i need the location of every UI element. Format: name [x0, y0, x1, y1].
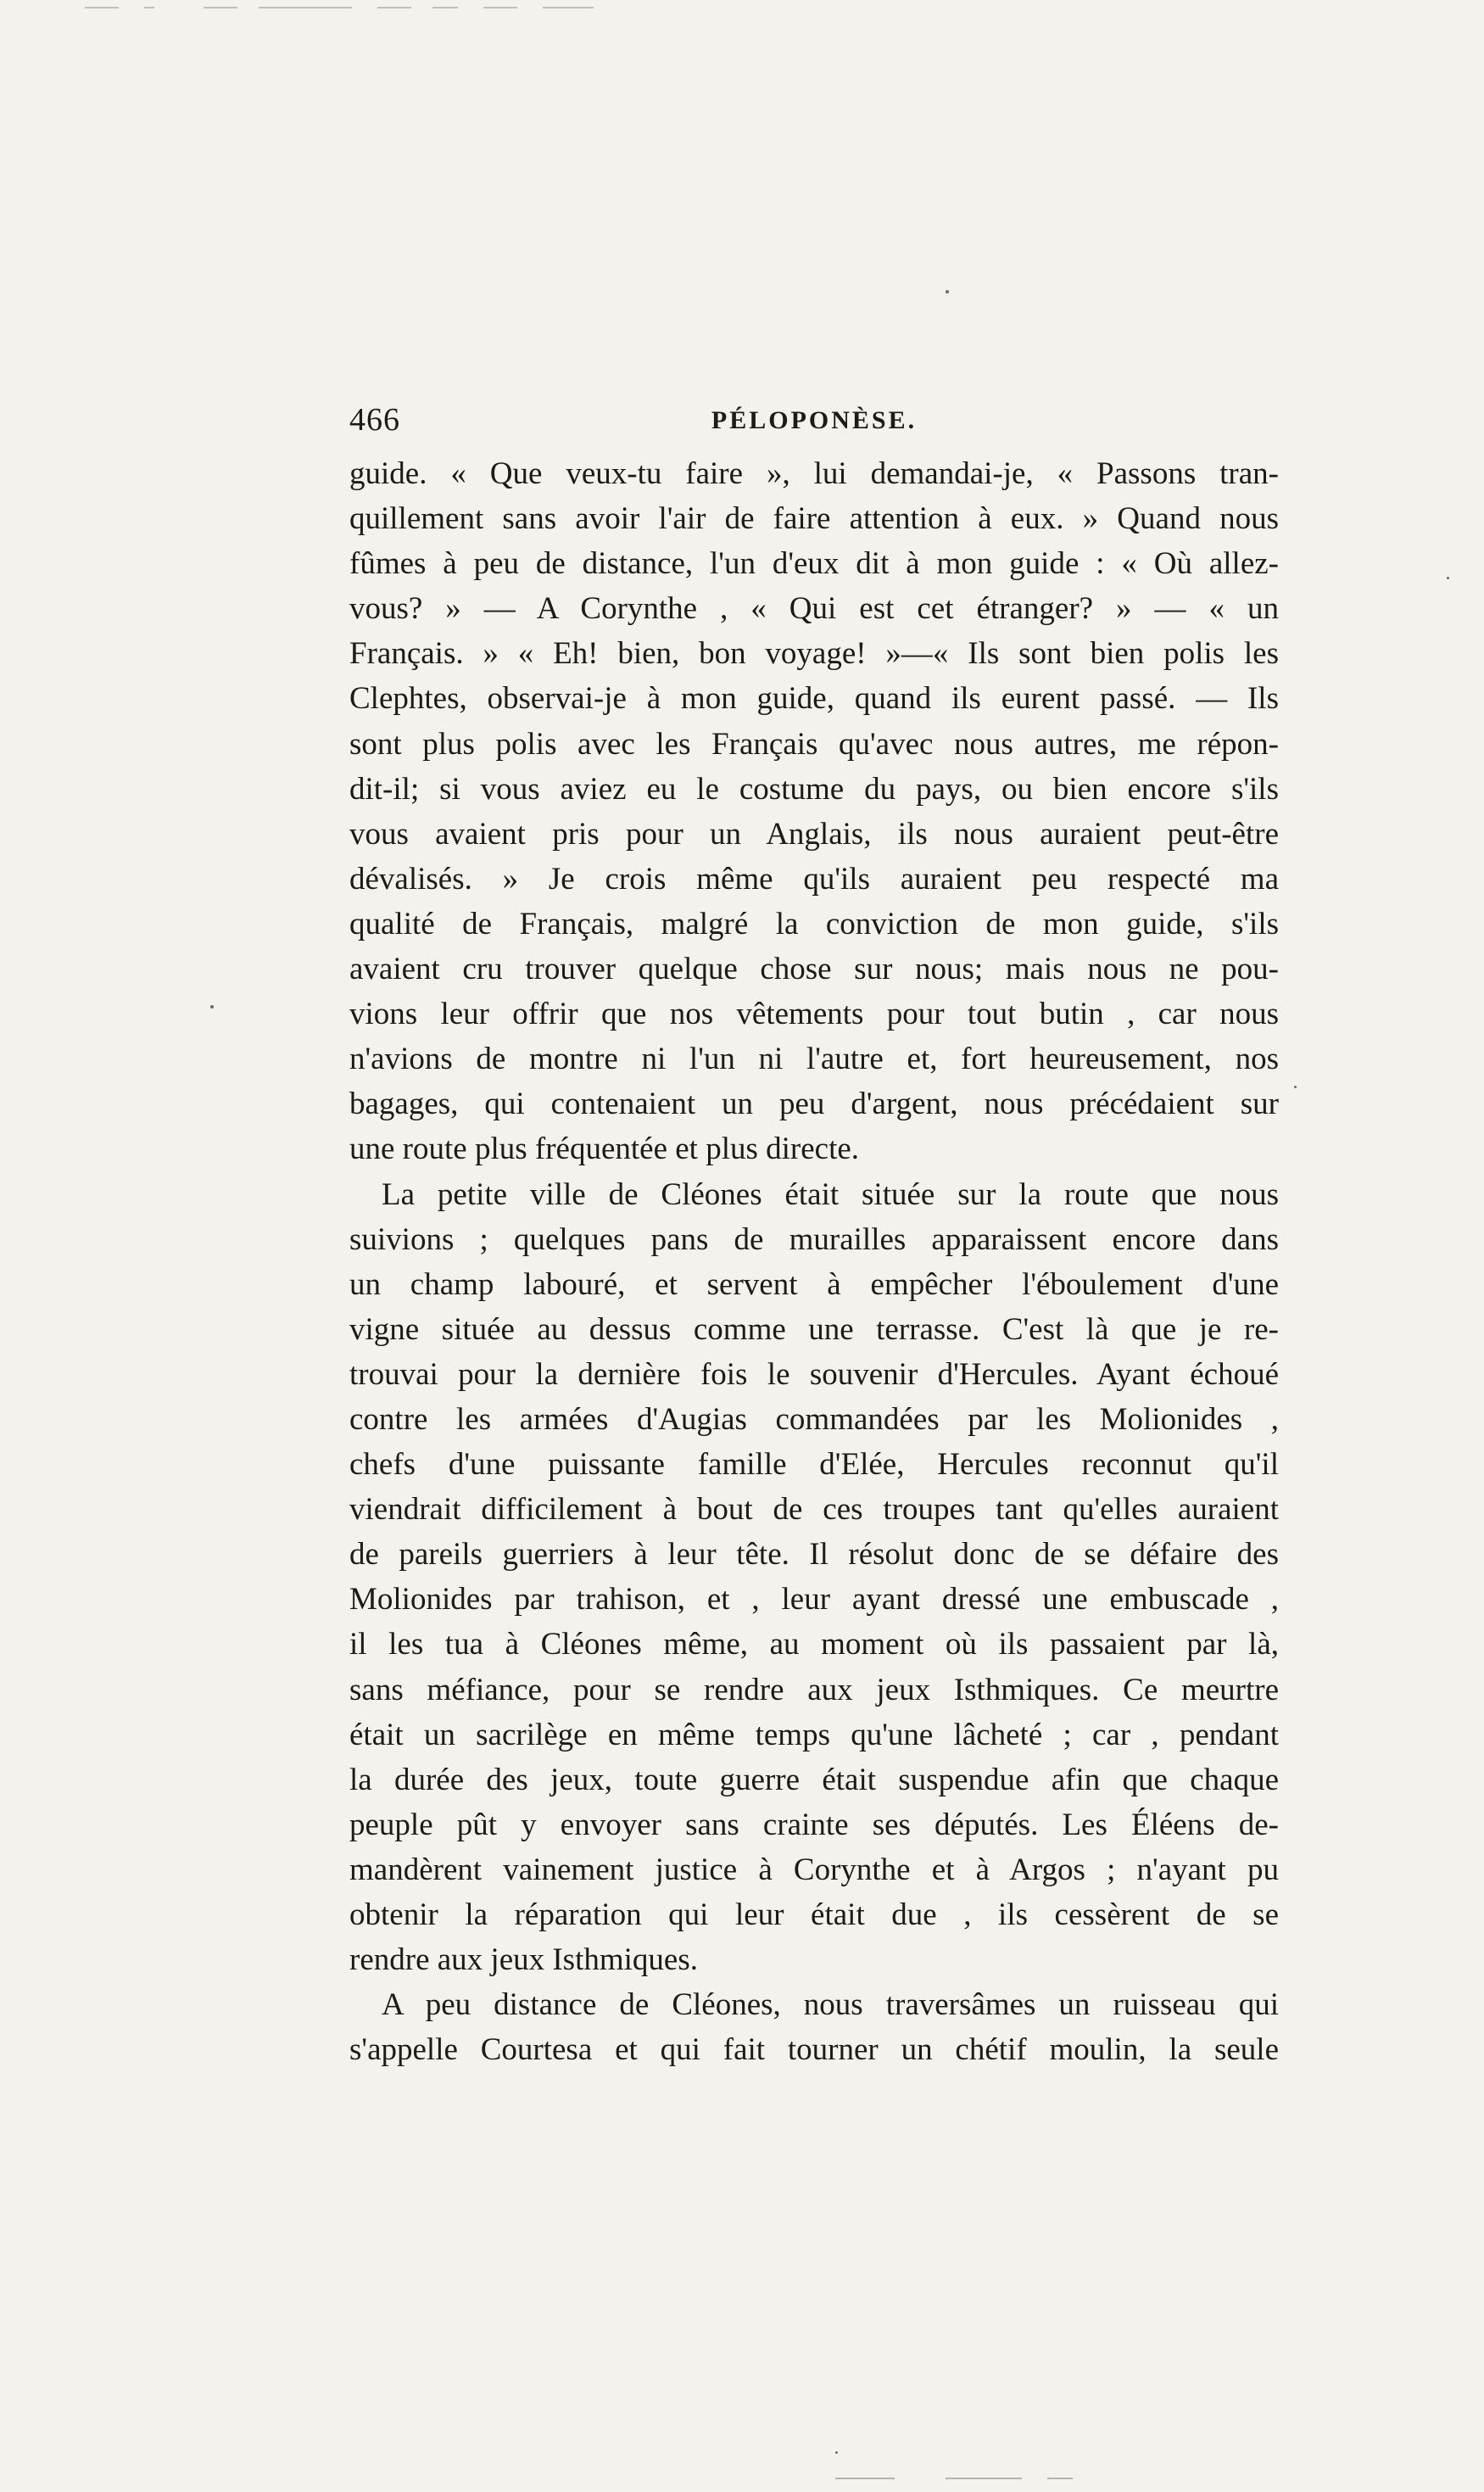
text-line: était un sacrilège en même temps qu'une lâcheté ; car , pendant	[349, 1717, 1279, 1752]
scan-speck	[1294, 1086, 1297, 1088]
text-line: vous? » — A Corynthe , « Qui est cet étranger? » — « un	[349, 591, 1279, 627]
scan-speck	[210, 1005, 214, 1009]
text-line: un champ labouré, et servent à empêcher l'éboulement d'une	[349, 1266, 1279, 1302]
text-line: bagages, qui contenaient un peu d'argent, nous précédaient sur	[349, 1087, 1279, 1122]
text-line: vous avaient pris pour un Anglais, ils nous auraient peut-être	[349, 816, 1279, 852]
text-line: la durée des jeux, toute guerre était suspendue afin que chaque	[349, 1762, 1279, 1797]
text-line: dit-il; si vous aviez eu le costume du pays, ou bien encore s'ils	[349, 771, 1279, 807]
page-header	[349, 399, 1279, 450]
text-line: obtenir la réparation qui leur était due , ils cessèrent de se	[349, 1897, 1279, 1932]
scan-speck	[946, 290, 949, 293]
text-line: mandèrent vainement justice à Corynthe et à Argos ; n'ayant pu	[349, 1852, 1279, 1887]
text-line: de pareils guerriers à leur tête. Il résolut donc de se défaire des	[349, 1537, 1279, 1573]
text-line: vigne située au dessus comme une terrasse. C'est là que je re-	[349, 1311, 1279, 1347]
paragraph-start-line: A peu distance de Cléones, nous traversâmes un ruisseau qui	[382, 1987, 1279, 2023]
text-line: avaient cru trouver quelque chose sur nous; mais nous ne pou-	[349, 952, 1279, 987]
text-line: trouvai pour la dernière fois le souvenir d'Hercules. Ayant échoué	[349, 1356, 1279, 1392]
text-line: chefs d'une puissante famille d'Elée, Hercules reconnut qu'il	[349, 1447, 1279, 1483]
text-line: quillement sans avoir l'air de faire attention à eux. » Quand nous	[349, 501, 1279, 537]
body-text	[349, 451, 1279, 2072]
text-line: Français. » « Eh! bien, bon voyage! »—« Ils sont bien polis les	[349, 636, 1279, 672]
text-line: sont plus polis avec les Français qu'avec nous autres, me répon-	[349, 726, 1279, 762]
text-line: il les tua à Cléones même, au moment où ils passaient par là,	[349, 1627, 1279, 1662]
text-line: dévalisés. » Je crois même qu'ils auraient peu respecté ma	[349, 861, 1279, 897]
text-line: Clephtes, observai-je à mon guide, quand ils eurent passé. — Ils	[349, 681, 1279, 717]
paragraph-end-line: une route plus fréquentée et plus directe.	[349, 1131, 860, 1167]
text-line: peuple pût y envoyer sans crainte ses députés. Les Éléens de-	[349, 1807, 1279, 1842]
text-line: vions leur offrir que nos vêtements pour tout butin , car nous	[349, 997, 1279, 1032]
running-head: PÉLOPONÈSE.	[711, 406, 918, 434]
text-line: viendrait difficilement à bout de ces troupes tant qu'elles auraient	[349, 1492, 1279, 1528]
text-line: n'avions de montre ni l'un ni l'autre et, fort heureusement, nos	[349, 1042, 1279, 1077]
page-number: 466	[349, 402, 400, 438]
paragraph-end-line: rendre aux jeux Isthmiques.	[349, 1942, 698, 1978]
text-line: guide. « Que veux-tu faire », lui demandai-je, « Passons tran-	[349, 456, 1279, 491]
scan-artifact-bottom	[835, 2476, 1191, 2483]
scan-speck	[835, 2451, 838, 2454]
text-line: qualité de Français, malgré la conviction de mon guide, s'ils	[349, 906, 1279, 941]
paragraph-start-line: La petite ville de Cléones était située sur la route que nous	[382, 1176, 1279, 1212]
scan-speck	[1447, 577, 1449, 579]
text-line: contre les armées d'Augias commandées par les Molionides ,	[349, 1401, 1279, 1437]
text-line: s'appelle Courtesa et qui fait tourner un chétif moulin, la seule	[349, 2032, 1279, 2068]
text-line: sans méfiance, pour se rendre aux jeux Isthmiques. Ce meurtre	[349, 1672, 1279, 1707]
scan-artifact-top	[85, 3, 611, 14]
text-line: fûmes à peu de distance, l'un d'eux dit à mon guide : « Où allez-	[349, 546, 1279, 582]
text-line: suivions ; quelques pans de murailles apparaissent encore dans	[349, 1221, 1279, 1257]
text-line: Molionides par trahison, et , leur ayant dressé une embuscade ,	[349, 1582, 1279, 1618]
